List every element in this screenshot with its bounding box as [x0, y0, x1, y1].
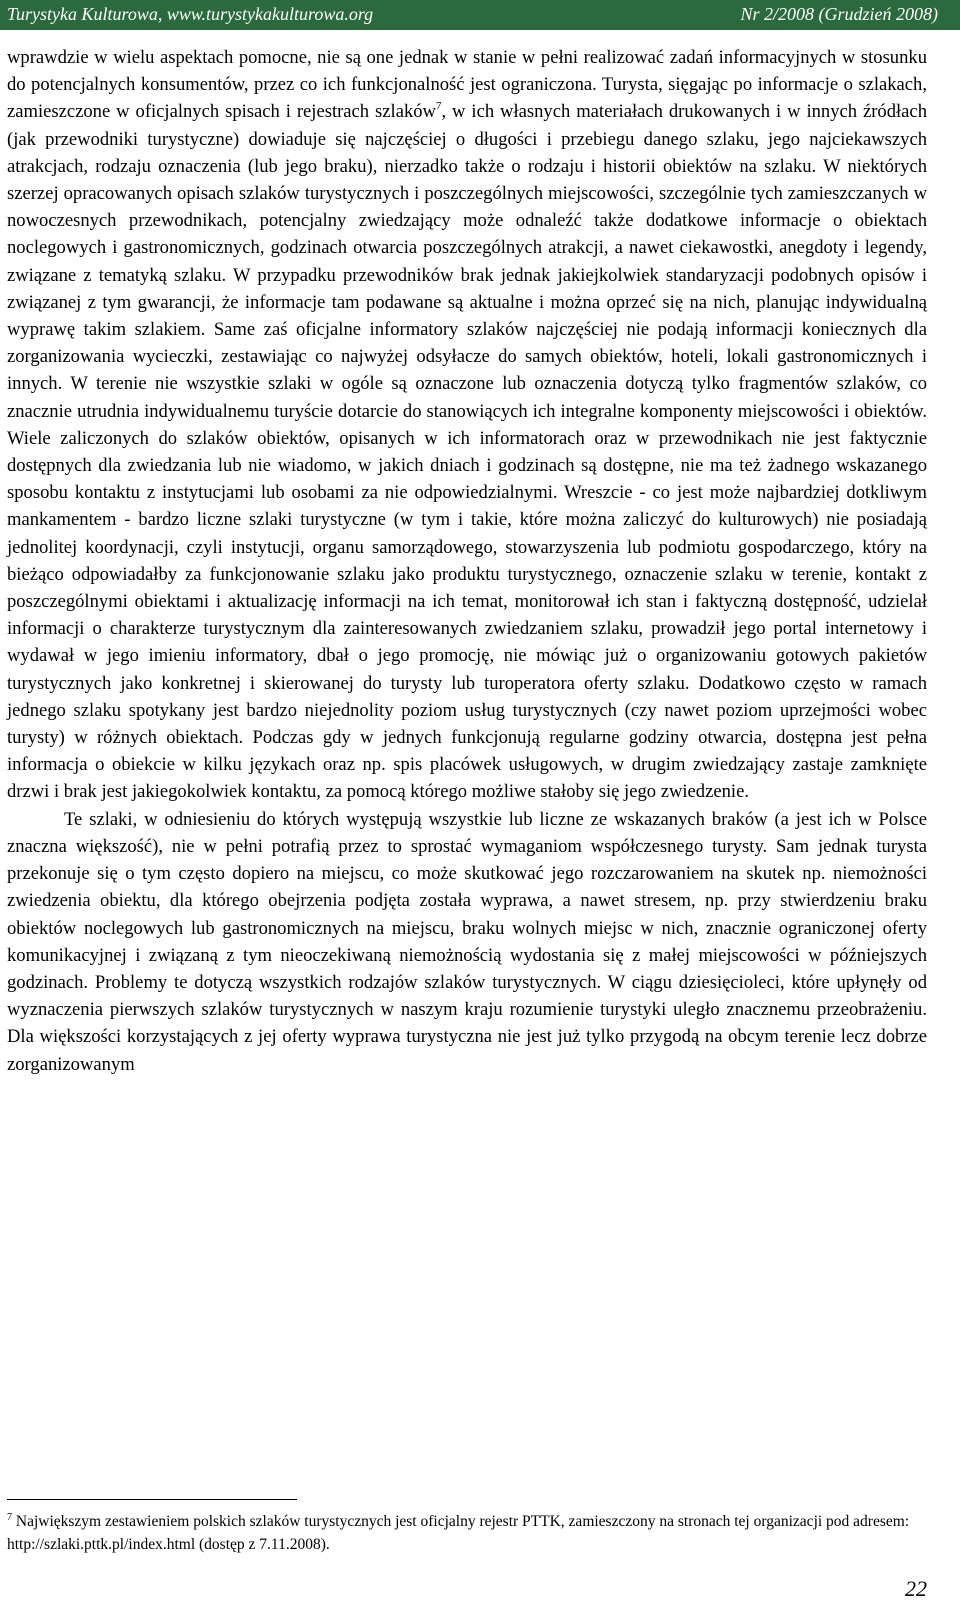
- running-header: [0, 0, 960, 30]
- footnote-text: Największym zestawieniem polskich szlaków turystycznych jest oficjalny rejestr PTTK, zamieszczony na stronach tej organizacji pod adresem: http://szlaki.pttk.pl/index.html (dostęp z 7.11.2008).: [7, 1513, 910, 1553]
- article-body: [7, 44, 927, 1078]
- paragraph-2: Te szlaki, w odniesieniu do których występują wszystkie lub liczne ze wskazanych braków (a jest ich w Polsce znaczna większość), nie w pełni potrafią przez to sprostać wymaganiom współczesnego turysty. Sam jednak turysta przekonuje się o tym często dopiero na miejscu, co może skutkować jego rozczarowaniem na skutek np. niemożności zwiedzenia obiektu, dla którego obejrzenia podjęta została wyprawa, a nawet stresem, np. przy stwierdzeniu braku obiektów noclegowych lub gastronomicznych na miejscu, braku wolnych miejsc w nich, znacznie ograniczonej oferty komunikacyjnej i związaną z tym nieoczekiwaną niemożnością wydostania się z małej miejscowości w późniejszych godzinach. Problemy te dotyczą wszystkich rodzajów szlaków turystycznych. W ciągu dziesięcioleci, które upłynęły od wyznaczenia pierwszych szlaków turystycznych w naszym kraju rozumienie turystyki uległo znacznemu przeobrażeniu. Dla większości korzystających z jej oferty wyprawa turystyczna nie jest już tylko przygodą na obcym terenie lecz dobrze zorganizowanym: [7, 808, 927, 1075]
- paragraph-1-part-1: wprawdzie w wielu aspektach pomocne, nie są one jednak w stanie w pełni realizować zadań informacyjnych w stosunku do potencjalnych konsumentów, przez co ich funkcjonalność jest ograniczona. Turysta, sięgając po informacje o szlakach, zamieszczone w oficjalnych spisach i rejestrach szlaków: [7, 47, 927, 123]
- paragraph-1-part-2: , w ich własnych materiałach drukowanych i w innych źródłach (jak przewodniki turystyczne) dowiaduje się najczęściej o długości i przebiegu danego szlaku, jego najciekawszych atrakcjach, rodzaju oznaczenia (lub jego braku), nierzadko także o rodzaju i historii obiektów na szlaku. W niektórych szerzej opracowanych opisach szlaków turystycznych i poszczególnych miejscowości, szczególnie tych zamieszczanych w nowoczesnych przewodnikach, potencjalny zwiedzający może odnaleźć także dodatkowe informacje o obiektach noclegowych i gastronomicznych, godzinach otwarcia poszczególnych atrakcji, a nawet ciekawostki, anegdoty i legendy, związane z tematyką szlaku. W przypadku przewodników brak jednak jakiejkolwiek standaryzacji podobnych opisów i związanej z tym gwarancji, że informacje tam podawane są aktualne i można oprzeć się na nich, planując indywidualną wyprawę takim szlakiem. Same zaś oficjalne informatory szlaków najczęściej nie podają informacji koniecznych dla zorganizowania wycieczki, zestawiając co najwyżej odsyłacze do samych obiektów, hoteli, lokali gastronomicznych i innych. W terenie nie wszystkie szlaki w ogóle są oznaczone lub oznaczenia dotyczą tylko fragmentów szlaków, co znacznie utrudnia indywidualnemu turyście dotarcie do stanowiących ich integralne komponenty miejscowości i obiektów. Wiele zaliczonych do szlaków obiektów, opisanych w ich informatorach oraz w przewodnikach nie jest faktycznie dostępnych dla zwiedzania lub nie wiadomo, w jakich dniach i godzinach są dostępne, nie ma też żadnego wskazanego sposobu kontaktu z instytucjami lub osobami za nie odpowiedzialnymi. Wreszcie - co jest może najbardziej dotkliwym mankamentem - bardzo liczne szlaki turystyczne (w tym i takie, które można zaliczyć do kulturowych) nie posiadają jednolitej koordynacji, czyli instytucji, organu samorządowego, stowarzyszenia lub podmiotu gospodarczego, który na bieżąco odpowiadałby za funkcjonowanie szlaku jako produktu turystycznego, oznaczenie szlaku w terenie, kontakt z poszczególnymi obiektami i aktualizację informacji na ich temat, monitorował ich stan i faktyczną dostępność, udzielał informacji o charakterze turystycznym dla zainteresowanych zwiedzaniem szlaku, prowadził jego portal internetowy i wydawał w jego imieniu informatory, dbał o jego promocję, nie mówiąc już o organizowaniu gotowych pakietów turystycznych jako konkretnej i skierowanej do turysty lub turoperatora oferty szlaku. Dodatkowo często w ramach jednego szlaku spotykany jest bardzo niejednolity poziom usług turystycznych (czy nawet poziom uprzejmości wobec turysty) w różnych obiektach. Podczas gdy w jednych funkcjonują regularne godziny otwarcia, dostępna jest pełna informacja o obiekcie w kilku językach oraz np. spis placówek usługowych, w drugim zwiedzający zastaje zamknięte drzwi i brak jest jakiegokolwiek kontaktu, za pomocą którego możliwe stałoby się jego zwiedzenie.: [7, 101, 927, 803]
- footnote-separator: [7, 1499, 297, 1500]
- page-number: 22: [905, 1576, 927, 1601]
- footnote: [7, 1510, 927, 1556]
- footnote-reference: 7: [435, 100, 442, 113]
- footnote-number: 7: [7, 1512, 12, 1523]
- journal-title: Turystyka Kulturowa, www.turystykakulturowa.org: [7, 4, 374, 24]
- issue-label: Nr 2/2008 (Grudzień 2008): [740, 4, 938, 24]
- paragraph-1: [7, 44, 927, 806]
